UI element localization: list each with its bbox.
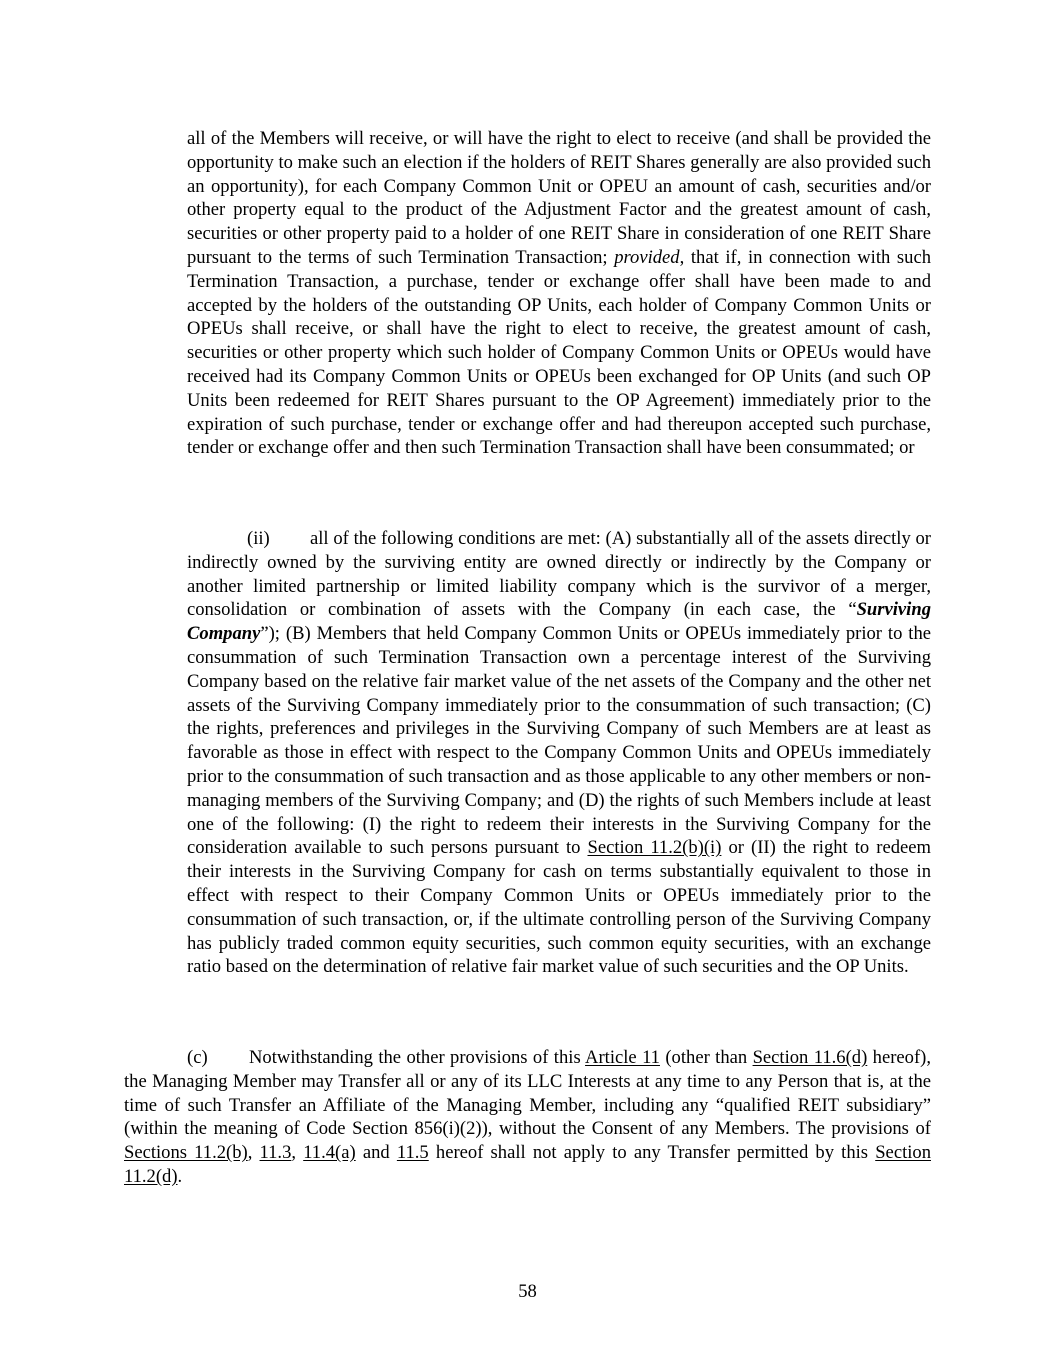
paragraph-transfer-c: [124, 1046, 931, 1189]
paragraph-conditions-ii: [187, 527, 931, 979]
defined-term-surviving-company: Surviving Company: [187, 599, 931, 645]
paragraph-3-text-b: (other than: [659, 1047, 753, 1068]
provided-term: provided: [614, 246, 680, 268]
page-number: 58: [518, 1281, 537, 1302]
paragraph-2-text-a: all of the following conditions are met: (A) substantially all of the assets directly or indirectly owned by the surviving entity are owned directly or indirectly by the Company or another limited partnership or limited liability company which is the survivor of a merger, consolidation or combination of assets with the Company (in each case, the “: [187, 528, 931, 621]
article-reference-link[interactable]: Article 11: [585, 1047, 660, 1068]
separator-text: and: [355, 1142, 397, 1164]
separator-text: ,: [291, 1142, 304, 1164]
section-reference-link[interactable]: Section 11.6(d): [752, 1047, 868, 1068]
paragraph-2-text-b: ”); (B) Members that held Company Common Units or OPEUs immediately prior to the consummation of such Termination Transaction own a percentage interest of the Surviving Company based on the relative fair market value of the net assets of the Company and the other net assets of the Surviving Company immediately prior to the consummation of such transaction; (C) the rights, preferences and privileges in the Surviving Company of such Members are at least as favorable as those in effect with respect to the Company Common Units and OPEUs immediately prior to the consummation of such transaction and as those applicable to any other members or non-managing members of the Surviving Company; and (D) the rights of such Members include at least one of the following: (I) the right to redeem their interests in the Surviving Company for the consideration available to such persons pursuant to: [187, 623, 931, 859]
clause-label-ii: (ii): [247, 528, 270, 549]
paragraph-3-text-c: hereof), the Managing Member may Transfer all or any of its LLC Interests at any time to any Person that is, at the time of such Transfer an Affiliate of the Managing Member, including any “qualified REIT subsidiary” (within the meaning of Code Section 856(i)(2)), without the Consent of any Members. The provisions of: [124, 1047, 931, 1140]
paragraph-3-text-e: .: [177, 1165, 183, 1187]
paragraph-1-text-b: , that if, in connection with such Termination Transaction, a purchase, tender or exchange offer shall have been made to and accepted by the holders of the outstanding OP Units, each holder of Company Common Units or OPEUs shall receive, or shall have the right to elect to receive, the greatest amount of cash, securities or other property which such holder of Company Common Units or OPEUs would have received had its Company Common Units or OPEUs been exchanged for OP Units (and such OP Units been redeemed for REIT Shares pursuant to the OP Agreement) immediately prior to the expiration of such purchase, tender or exchange offer and had thereupon accepted such purchase, tender or exchange offer and then such Termination Transaction shall have been consummated; or: [187, 246, 931, 459]
section-reference-link[interactable]: 11.5: [396, 1142, 429, 1164]
section-reference-link[interactable]: 11.4(a): [303, 1142, 356, 1164]
section-reference-link[interactable]: Section 11.2(d): [124, 1142, 931, 1187]
paragraph-2-text-c: or (II) the right to redeem their interests in the Surviving Company for cash on terms substantially equivalent to those in effect with respect to their Company Common Units or OPEUs immediately prior to the consummation of such transaction, or, if the ultimate controlling person of the Surviving Company has publicly traded common equity securities, such common equity securities, with an exchange ratio based on the determination of relative fair market value of such securities and the OP Units.: [187, 837, 931, 978]
paragraph-3-text-d: hereof shall not apply to any Transfer permitted by this: [428, 1142, 876, 1164]
paragraph-1-text-a: all of the Members will receive, or will have the right to elect to receive (and shall be provided the opportunity to make such an election if the holders of REIT Shares generally are also provided such an opportunity), for each Company Common Unit or OPEU an amount of cash, securities and/or other property equal to the product of the Adjustment Factor and the greatest amount of cash, securities or other property paid to a holder of one REIT Share in consideration of one REIT Share pursuant to the terms of such Termination Transaction;: [187, 128, 931, 268]
paragraph-3-text-a: Notwithstanding the other provisions of this: [249, 1047, 586, 1068]
section-reference-link[interactable]: 11.3: [259, 1142, 292, 1164]
separator-text: ,: [247, 1142, 260, 1164]
paragraph-termination-consideration: [187, 127, 931, 460]
section-reference-link[interactable]: Section 11.2(b)(i): [587, 837, 722, 859]
clause-label-c: (c): [187, 1047, 208, 1068]
section-reference-link[interactable]: Sections 11.2(b): [124, 1142, 248, 1164]
